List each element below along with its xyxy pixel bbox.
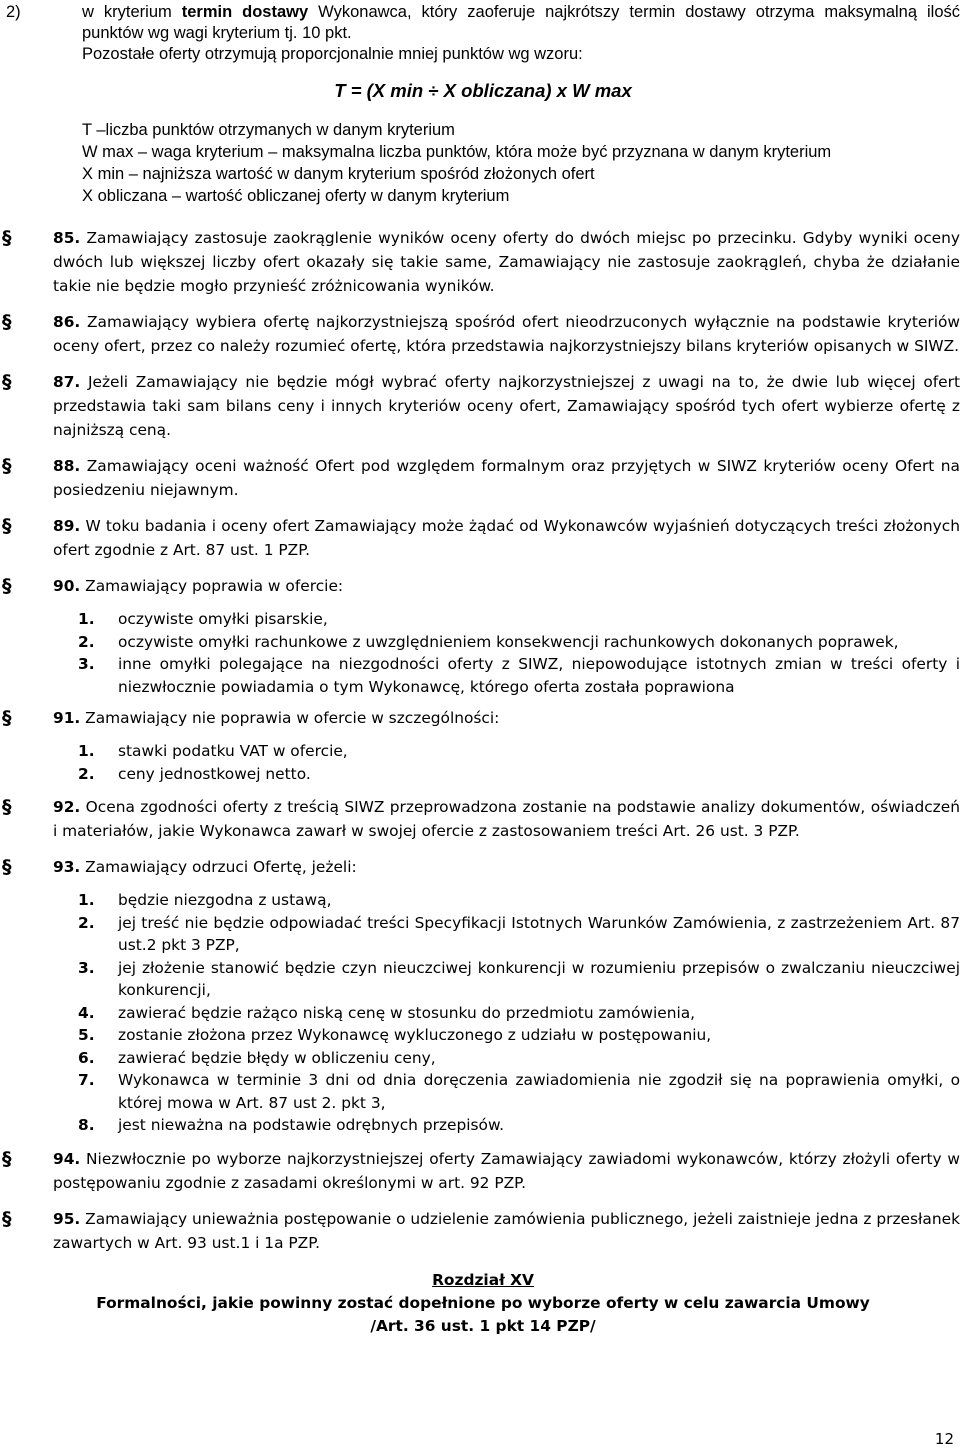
list-item-number: 4. [78, 1003, 95, 1022]
section-number: 89. [53, 517, 81, 535]
section-text: Ocena zgodności oferty z treścią SIWZ przeprowadzona zostanie na podstawie analizy dokumentów, oświadczeń i materiałów, jakie Wykonawca zawarł w swojej ofercie z zastosowaniem treści Art. 26 ust. 3 PZP. [53, 798, 960, 840]
list-item-number: 1. [78, 610, 95, 628]
list-item [6, 740, 960, 763]
paragraph-symbol: § [2, 856, 12, 878]
section-88 [2, 454, 960, 502]
list-item-number: 2. [78, 913, 95, 932]
paragraph-symbol: § [2, 707, 12, 729]
criterion-name: termin dostawy [181, 3, 309, 21]
list-item-text: ceny jednostkowej netto. [118, 764, 311, 783]
list-item-text: jest nieważna na podstawie odrębnych przepisów. [118, 1116, 505, 1134]
section-number: 88. [53, 457, 81, 475]
criterion-text-post: Wykonawca, który zaoferuje najkrótszy termin dostawy otrzyma maksymalną ilość punktów wg wagi kryterium tj. 10 pkt. [82, 3, 960, 42]
section-number: 92. [53, 798, 81, 816]
list-item [6, 1114, 960, 1137]
section-number: 95. [53, 1209, 81, 1228]
definition-xmin: X min – najniższa wartość w danym kryterium spośród złożonych ofert [82, 165, 595, 183]
list-item-number: 5. [78, 1026, 95, 1044]
section-number: 93. [53, 858, 81, 876]
section-90 [2, 574, 960, 598]
section-number: 87. [53, 373, 81, 391]
definition-wmax: W max – waga kryterium – maksymalna liczba punktów, która może być przyznana w danym kryterium [82, 143, 832, 161]
section-95 [2, 1207, 960, 1255]
list-item [6, 763, 960, 786]
section-87 [2, 370, 960, 442]
criterion-text-pre: w kryterium [82, 3, 182, 21]
paragraph-symbol: § [2, 311, 12, 333]
list-item-number: 3. [78, 655, 95, 673]
paragraph-symbol: § [2, 1147, 12, 1170]
section-91-list [6, 740, 960, 785]
list-item-number: 3. [78, 958, 95, 977]
list-item-number: 2. [78, 764, 95, 783]
section-number: 91. [53, 709, 81, 727]
section-number: 90. [53, 577, 81, 595]
section-89 [2, 514, 960, 562]
list-item [6, 1069, 960, 1114]
list-item-text: jej złożenie stanowić będzie czyn nieuczciwej konkurencji w rozumieniu przepisów o zwalczaniu nieuczciwej konkurencji, [118, 958, 960, 999]
section-text: Zamawiający odrzuci Ofertę, jeżeli: [85, 858, 357, 876]
section-85 [2, 226, 960, 298]
list-item [6, 889, 960, 912]
section-91 [2, 706, 960, 730]
section-text: Zamawiający poprawia w ofercie: [85, 577, 344, 595]
section-text: Jeżeli Zamawiający nie będzie mógł wybrać oferty najkorzystniejszej z uwagi na to, że dwie lub więcej ofert przedstawia taki sam bilans ceny i innych kryteriów oceny ofert, Zamawiający spośród tych ofert wybierze ofertę z najniższą ceną. [53, 373, 960, 439]
list-item-text: inne omyłki polegające na niezgodności oferty z SIWZ, niepowodujące istotnych zmian w treści oferty i niezwłocznie powiadamia o tym Wykonawcę, którego oferta została poprawiona [118, 655, 960, 696]
definition-t: T –liczba punktów otrzymanych w danym kryterium [82, 121, 455, 139]
list-item-text: będzie niezgodna z ustawą, [118, 891, 332, 909]
paragraph-symbol: § [2, 515, 12, 537]
list-item [6, 957, 960, 1002]
list-item-number: 1. [78, 891, 95, 909]
list-item-number: 2. [78, 632, 95, 651]
paragraph-symbol: § [2, 1207, 12, 1230]
chapter-heading [6, 1269, 960, 1338]
criterion-2 [6, 2, 960, 65]
list-item [6, 631, 960, 654]
section-number: 86. [53, 313, 81, 331]
formula-definitions [6, 119, 960, 207]
section-94 [2, 1147, 960, 1195]
paragraph-symbol: § [2, 371, 12, 393]
paragraph-symbol: § [2, 227, 12, 249]
section-number: 85. [53, 229, 81, 247]
section-text: Zamawiający oceni ważność Ofert pod względem formalnym oraz przyjętych w SIWZ kryteriów oceny Ofert na posiedzeniu niejawnym. [53, 457, 960, 499]
paragraph-symbol: § [2, 455, 12, 477]
list-item-text: oczywiste omyłki pisarskie, [118, 610, 328, 628]
section-text: Zamawiający zastosuje zaokrąglenie wyników oceny oferty do dwóch miejsc po przecinku. Gdyby wyniki oceny dwóch lub większej liczby ofert okazały się takie same, Zamawiający nie zastosuje zaokrągleń, chyba że działanie takie nie będzie mogło przynieść zróżnicowania wyników. [53, 229, 960, 295]
definition-xobliczana: X obliczana – wartość obliczanej oferty w danym kryterium [82, 187, 510, 205]
list-item-number: 6. [78, 1048, 95, 1067]
paragraph-symbol: § [2, 796, 12, 818]
section-93 [2, 855, 960, 879]
list-item-text: Wykonawca w terminie 3 dni od dnia doręczenia zawiadomienia nie zgodził się na poprawienia omyłki, o której mowa w Art. 87 ust 2. pkt 3, [118, 1071, 960, 1112]
list-item [6, 912, 960, 957]
section-92 [2, 795, 960, 843]
list-item-number: 8. [78, 1116, 95, 1134]
criterion-number: 2) [6, 3, 21, 21]
list-item-number: 7. [78, 1071, 95, 1089]
section-text: W toku badania i oceny ofert Zamawiający może żądać od Wykonawców wyjaśnień dotyczących treści złożonych ofert zgodnie z Art. 87 ust. 1 PZP. [53, 517, 960, 559]
section-text: Niezwłocznie po wyborze najkorzystniejszej oferty Zamawiający zawiadomi wykonawców, którzy złożyli oferty w postępowaniu zgodnie z zasadami określonymi w art. 92 PZP. [53, 1149, 960, 1192]
criterion-rest: Pozostałe oferty otrzymują proporcjonalnie mniej punktów wg wzoru: [82, 45, 583, 63]
list-item-text: jej treść nie będzie odpowiadać treści Specyfikacji Istotnych Warunków Zamówienia, z zastrzeżeniem Art. 87 ust.2 pkt 3 PZP, [118, 913, 960, 954]
section-86 [2, 310, 960, 358]
chapter-subtitle: Formalności, jakie powinny zostać dopełnione po wyborze oferty w celu zawarcia Umowy [96, 1293, 870, 1312]
paragraph-symbol: § [2, 575, 12, 597]
list-item-text: zawierać będzie błędy w obliczeniu ceny, [118, 1048, 436, 1067]
list-item-text: oczywiste omyłki rachunkowe z uwzględnieniem konsekwencji rachunkowych dokonanych poprawek, [118, 632, 899, 651]
section-text: Zamawiający unieważnia postępowanie o udzielenie zamówienia publicznego, jeżeli zaistnieje jedna z przesłanek zawartych w Art. 93 ust.1 i 1a PZP. [53, 1209, 960, 1252]
chapter-title: Rozdział XV [432, 1270, 534, 1289]
list-item-text: stawki podatku VAT w ofercie, [118, 742, 348, 760]
section-number: 94. [53, 1149, 81, 1168]
list-item [6, 653, 960, 698]
list-item-text: zawierać będzie rażąco niską cenę w stosunku do przedmiotu zamówienia, [118, 1003, 696, 1022]
chapter-legal-basis: /Art. 36 ust. 1 pkt 14 PZP/ [370, 1316, 596, 1335]
list-item-number: 1. [78, 742, 95, 760]
section-text: Zamawiający wybiera ofertę najkorzystniejszą spośród ofert nieodrzuconych wyłącznie na podstawie kryteriów oceny ofert, przez co należy rozumieć ofertę, która przedstawia najkorzystniejszy bilans kryteriów opisanych w SIWZ. [53, 313, 960, 355]
list-item [6, 1002, 960, 1025]
list-item [6, 608, 960, 631]
list-item [6, 1047, 960, 1070]
document-page [2, 0, 960, 1338]
section-93-list [6, 889, 960, 1137]
section-90-list [6, 608, 960, 698]
page-number: 12 [934, 1430, 954, 1448]
section-text: Zamawiający nie poprawia w ofercie w szczególności: [85, 709, 500, 727]
scoring-formula: T = (X min ÷ X obliczana) x W max [334, 80, 632, 101]
list-item-text: zostanie złożona przez Wykonawcę wykluczonego z udziału w postępowaniu, [118, 1026, 712, 1044]
list-item [6, 1024, 960, 1047]
criterion-text [82, 2, 960, 44]
